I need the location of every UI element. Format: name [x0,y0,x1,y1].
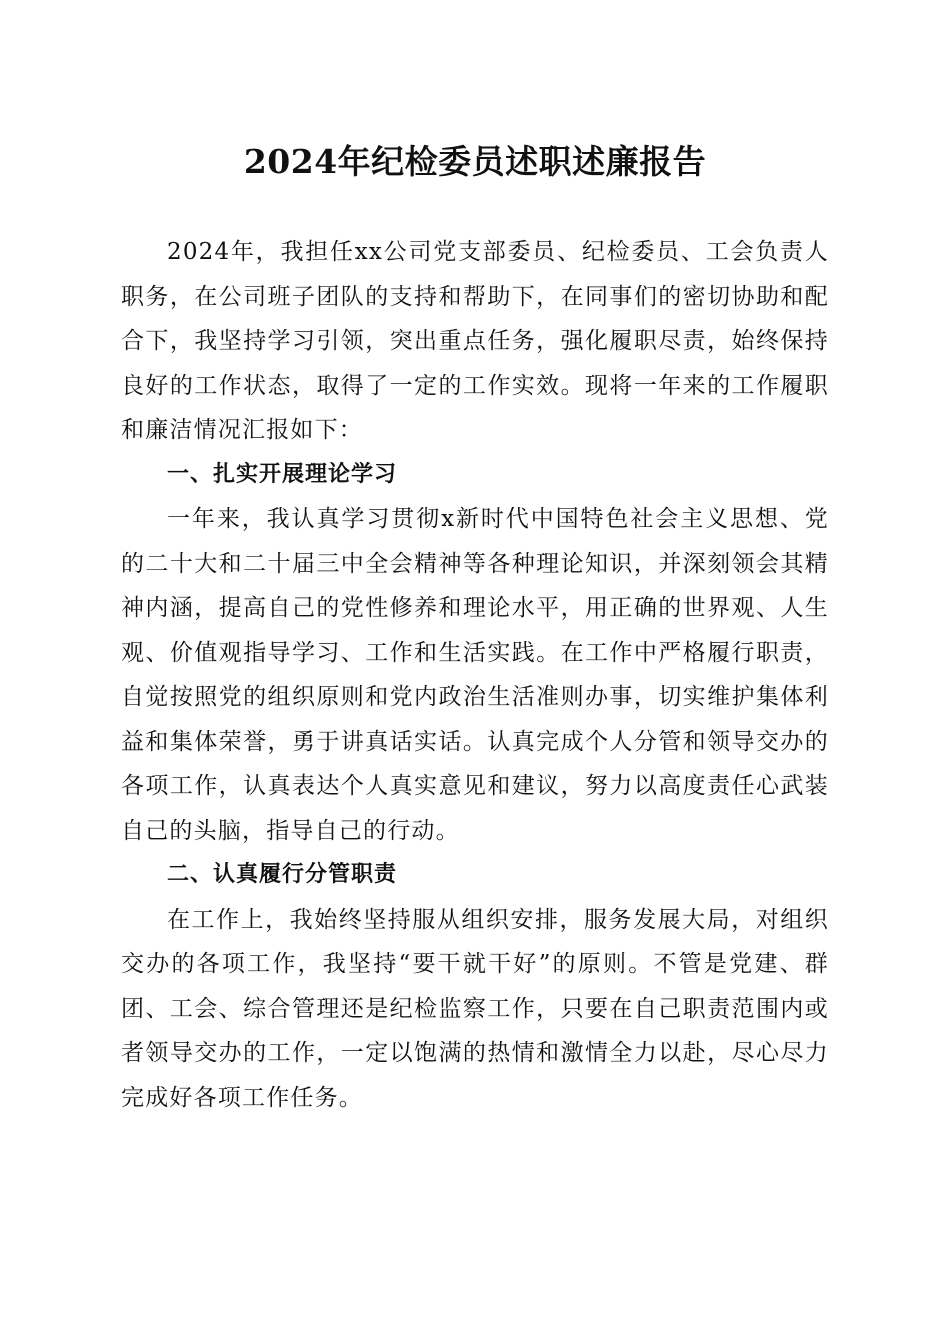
intro-paragraph: 2024年，我担任xx公司党支部委员、纪检委员、工会负责人职务，在公司班子团队的支持和帮助下，在同事们的密切协助和配合下，我坚持学习引领，突出重点任务，强化履职尽责，始终保持良好的工作状态，取得了一定的工作实效。现将一年来的工作履职和廉洁情况汇报如下： [121,239,829,443]
section-heading-duties: 二、认真履行分管职责 [167,862,398,887]
section-heading-theory-study: 一、扎实开展理论学习 [167,461,398,487]
section-paragraph-theory-study: 一年来，我认真学习贯彻x新时代中国特色社会主义思想、党的二十大和二十届三中全会精神等各种理论知识，并深刻领会其精神内涵，提高自己的党性修养和理论水平，用正确的世界观、人生观、价值观指导学习、工作和生活实践。在工作中严格履行职责，自觉按照党的组织原则和党内政治生活准则办事，切实维护集体利益和集体荣誉，勇于讲真话实话。认真完成个人分管和领导交办的各项工作，认真表达个人真实意见和建议，努力以高度责任心武装自己的头脑，指导自己的行动。 [121,506,829,844]
document-title: 2024年纪检委员述职述廉报告 [243,142,707,181]
document-body [121,230,829,1120]
section-paragraph-duties: 在工作上，我始终坚持服从组织安排，服务发展大局，对组织交办的各项工作，我坚持“要干就干好”的原则。不管是党建、群团、工会、综合管理还是纪检监察工作，只要在自己职责范围内或者领导交办的工作，一定以饱满的热情和激情全力以赴，尽心尽力完成好各项工作任务。 [121,906,829,1111]
